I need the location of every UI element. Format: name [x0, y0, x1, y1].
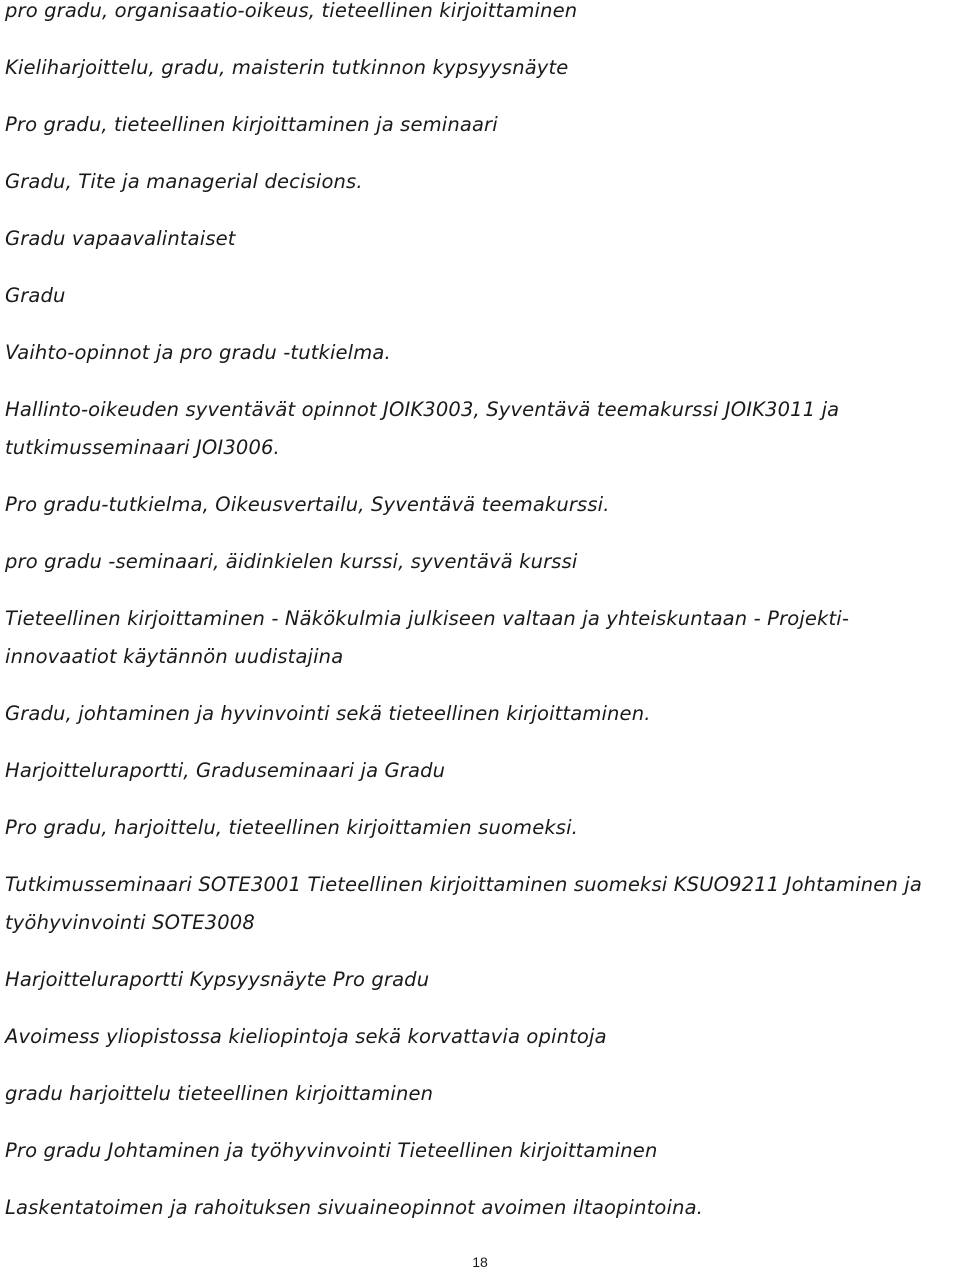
study-entries-list [5, 0, 955, 1246]
entry-6: Gradu [5, 284, 66, 307]
entry-14: Pro gradu, harjoittelu, tieteellinen kirjoittamien suomeksi. [5, 816, 579, 839]
entry-13: Harjoitteluraportti, Graduseminaari ja Gradu [5, 759, 446, 782]
entry-17: Avoimess yliopistossa kieliopintoja sekä korvattavia opintoja [5, 1025, 607, 1048]
entry-19: Pro gradu Johtaminen ja työhyvinvointi Tieteellinen kirjoittaminen [5, 1139, 658, 1162]
entry-11: Tieteellinen kirjoittaminen - Näkökulmia julkiseen valtaan ja yhteiskuntaan - Projekti-innovaatiot käytännön uudistajina [5, 607, 850, 668]
entry-7: Vaihto-opinnot ja pro gradu -tutkielma. [5, 341, 391, 364]
entry-3: Pro gradu, tieteellinen kirjoittaminen ja seminaari [5, 113, 498, 136]
entry-2: Kieliharjoittelu, gradu, maisterin tutkinnon kypsyysnäyte [5, 56, 569, 79]
entry-1: pro gradu, organisaatio-oikeus, tieteellinen kirjoittaminen [5, 0, 578, 22]
entry-5: Gradu vapaavalintaiset [5, 227, 236, 250]
page-number: 18 [472, 1254, 488, 1270]
entry-10: pro gradu -seminaari, äidinkielen kurssi, syventävä kurssi [5, 550, 578, 573]
entry-8: Hallinto-oikeuden syventävät opinnot JOIK3003, Syventävä teemakurssi JOIK3011 ja tutkimusseminaari JOI3006. [5, 398, 840, 459]
entry-15: Tutkimusseminaari SOTE3001 Tieteellinen kirjoittaminen suomeksi KSUO9211 Johtaminen ja työhyvinvointi SOTE3008 [5, 873, 922, 934]
entry-12: Gradu, johtaminen ja hyvinvointi sekä tieteellinen kirjoittaminen. [5, 702, 651, 725]
entry-9: Pro gradu-tutkielma, Oikeusvertailu, Syventävä teemakurssi. [5, 493, 610, 516]
entry-4: Gradu, Tite ja managerial decisions. [5, 170, 363, 193]
entry-16: Harjoitteluraportti Kypsyysnäyte Pro gradu [5, 968, 430, 991]
entry-18: gradu harjoittelu tieteellinen kirjoittaminen [5, 1082, 434, 1105]
entry-20: Laskentatoimen ja rahoituksen sivuaineopinnot avoimen iltaopintoina. [5, 1196, 704, 1219]
